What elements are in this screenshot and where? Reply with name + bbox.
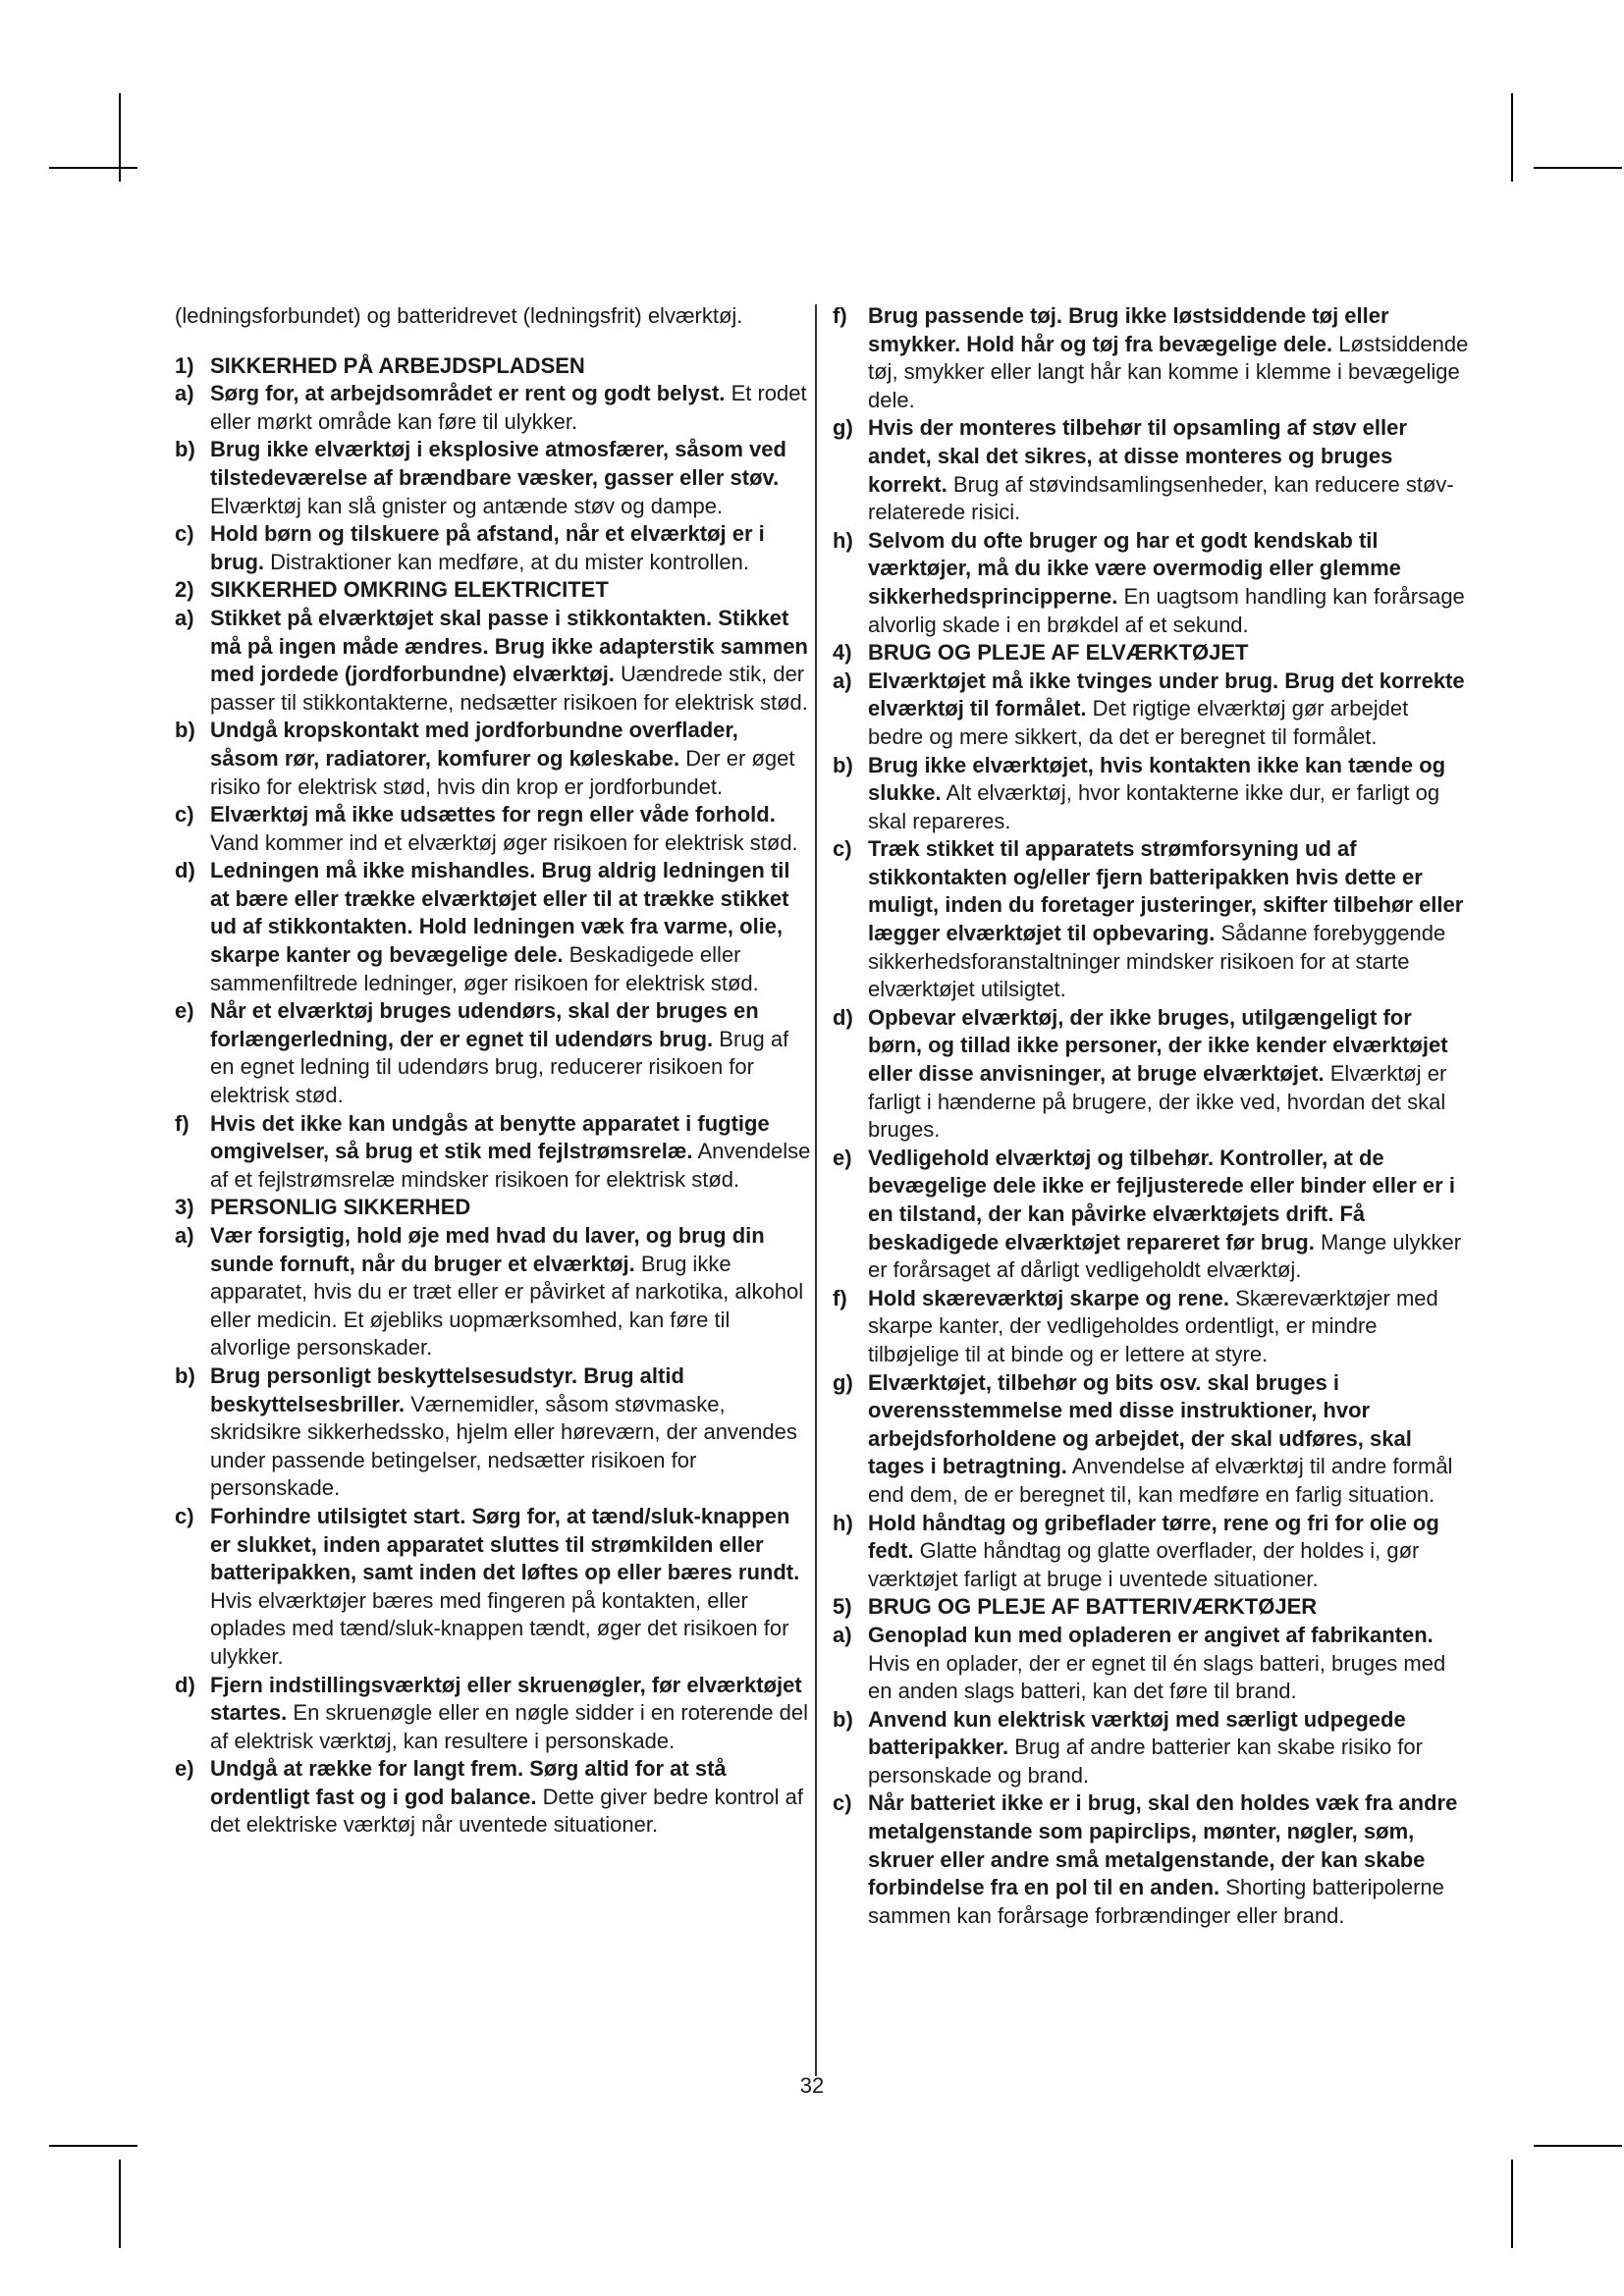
crop-mark [49, 2145, 137, 2147]
item-label: c) [175, 521, 194, 547]
item-body-text: Sådanne forebyggende sikkerhedsforanstaltninger mindsker risikoen for at starte elværktøjet utilsigtet. [868, 921, 1446, 1002]
item-label: d) [833, 1004, 853, 1030]
list-item [833, 527, 1469, 639]
item-body-text: Brug af andre batterier kan skabe risiko for personskade og brand. [868, 1735, 1423, 1788]
item-body-text: Beskadigede eller sammenfiltrede ledninger, øger risikoen for elektrisk stød. [210, 942, 759, 995]
item-body-text: Brug af en egnet ledning til udendørs brug, reducerer risikoen for elektrisk stød. [210, 1026, 789, 1108]
item-bold-text: Opbevar elværktøj, der ikke bruges, utilgængeligt for børn, og tillad ikke personer, der ikke kender elværktøjet eller disse anvisninger, at bruge elværktøjet. [868, 1004, 1448, 1087]
list-item [833, 302, 1469, 414]
item-text [868, 835, 1469, 1004]
item-label: d) [175, 1672, 195, 1697]
list-item [175, 717, 811, 801]
section-number: 1) [175, 352, 194, 378]
column-divider [815, 304, 817, 2076]
section-heading [833, 639, 1469, 667]
item-bold-text: Fjern indstillingsværktøj eller skruenøgler, før elværktøjet startes. [210, 1672, 802, 1726]
item-bold-text: Genoplad kun med opladeren er angivet af fabrikanten. [868, 1622, 1434, 1647]
item-bold-text: Stikket på elværktøjet skal passe i stikkontakten. Stikket må på ingen måde ændres. Brug ikke adapterstik sammen med jordede (jordforbundne) elværktøj. [210, 605, 808, 687]
list-item [175, 997, 811, 1109]
item-label: c) [175, 802, 194, 828]
section-title: SIKKERHED PÅ ARBEJDSPLADSEN [210, 352, 585, 378]
list-item [833, 414, 1469, 526]
list-item [833, 752, 1469, 836]
item-body-text: En uagtsom handling kan forårsage alvorlig skade i en brøkdel af et sekund. [868, 583, 1465, 637]
item-body-text: Vand kommer ind et elværktøj øger risikoen for elektrisk stød. [210, 829, 798, 855]
item-label: b) [175, 437, 195, 462]
item-body-text: Et rodet eller mørkt område kan føre til ulykker. [210, 381, 807, 434]
item-label: h) [833, 527, 853, 553]
item-bold-text: Brug personligt beskyttelsesudstyr. Brug altid beskyttelsesbriller. [210, 1362, 684, 1416]
item-label: a) [175, 1223, 194, 1248]
item-body-text: Hvis elværktøjer bæres med fingeren på kontakten, eller oplades med tænd/sluk-knappen tændt, øger det risikoen for ulykker. [210, 1587, 789, 1669]
item-body-text: Anvendelse af et fejlstrømsrelæ mindsker risikoen for elektrisk stød. [210, 1139, 811, 1192]
item-text [210, 1672, 811, 1756]
section-number: 4) [833, 640, 852, 666]
item-body-text: Elværktøj er farligt i hænderne på brugere, der ikke ved, hvordan det skal bruges. [868, 1061, 1447, 1143]
item-text [210, 857, 811, 997]
item-bold-text: Forhindre utilsigtet start. Sørg for, at tænd/sluk-knappen er slukket, inden apparatet sluttes til strømkilden eller batteripakken, samt inden det løftes op eller bæres rundt. [210, 1503, 800, 1585]
item-body-text: Værnemidler, såsom støvmaske, skridsikre sikkerhedssko, hjelm eller høreværn, der anvendes under passende betingelser, nedsætter risikoen for personskade. [210, 1391, 797, 1501]
item-bold-text: Når batteriet ikke er i brug, skal den holdes væk fra andre metalgenstande som papirclips, mønter, nøgler, søm, skruer eller andre små metalgenstande, der kan skabe forbindelse fra en pol til en anden. [868, 1790, 1458, 1900]
item-bold-text: Brug ikke elværktøj i eksplosive atmosfærer, såsom ved tilstedeværelse af brændbare væsker, gasser eller støv. [210, 437, 786, 490]
item-body-text: Distraktioner kan medføre, at du mister kontrollen. [270, 549, 749, 574]
item-bold-text: Elværktøj må ikke udsættes for regn eller våde forhold. [210, 802, 776, 828]
page-number: 32 [799, 2073, 825, 2098]
item-body-text: Der er øget risiko for elektrisk stød, hvis din krop er jordforbundet. [210, 745, 795, 799]
list-item [833, 667, 1469, 752]
list-item [175, 605, 811, 717]
item-bold-text: Hold skæreværktøj skarpe og rene. [868, 1285, 1230, 1310]
list-item [833, 1510, 1469, 1594]
item-label: e) [175, 1756, 194, 1782]
section-number: 2) [175, 577, 194, 603]
list-item [175, 1362, 811, 1503]
item-label: e) [175, 998, 194, 1024]
item-bold-text: Brug passende tøj. Brug ikke løstsiddende tøj eller smykker. Hold hår og tøj fra bevægelige dele. [868, 303, 1389, 356]
item-body-text: Brug ikke apparatet, hvis du er træt eller er påvirket af narkotika, alkohol eller medicin. Et øjebliks uopmærksomhed, kan føre til alvorlige personskader. [210, 1251, 804, 1361]
list-item [175, 1110, 811, 1195]
item-body-text: Hvis en oplader, der er egnet til én slags batteri, bruges med en anden slags batteri, kan det føre til brand. [868, 1650, 1446, 1704]
item-body-text: Alt elværktøj, hvor kontakterne ikke dur, er farligt og skal repareres. [868, 780, 1440, 833]
left-column [175, 302, 811, 1840]
crop-mark [1534, 2145, 1622, 2147]
item-body-text: Brug af støvindsamlingsenheder, kan reducere støv-relaterede risici. [868, 471, 1454, 525]
item-bold-text: Vær forsigtig, hold øje med hvad du laver, og brug din sunde fornuft, når du bruger et elværktøj. [210, 1223, 765, 1276]
section-heading [175, 352, 811, 381]
item-text [210, 520, 811, 576]
item-bold-text: Anvend kun elektrisk værktøj med særligt udpegede batteripakker. [868, 1706, 1406, 1760]
item-label: f) [175, 1110, 189, 1136]
item-label: e) [833, 1145, 852, 1170]
item-text [210, 1755, 811, 1840]
section-title: BRUG OG PLEJE AF ELVÆRKTØJET [868, 640, 1249, 666]
item-text [210, 605, 811, 717]
item-bold-text: Ledningen må ikke mishandles. Brug aldrig ledningen til at bære eller trække elværktøjet eller til at trække stikket ud af stikkontakten. Hold ledningen væk fra varme, olie, skarpe kanter og bevægelige dele. [210, 858, 790, 968]
item-label: f) [833, 303, 847, 328]
item-text [868, 1004, 1469, 1145]
item-body-text: Uændrede stik, der passer til stikkontakterne, nedsætter risikoen for elektrisk stød. [210, 662, 808, 715]
item-text [868, 1145, 1469, 1285]
list-item [175, 1672, 811, 1756]
item-label: b) [175, 718, 195, 743]
list-item [833, 1369, 1469, 1510]
crop-mark [1511, 93, 1513, 182]
item-label: b) [833, 752, 853, 777]
item-text [868, 667, 1469, 752]
right-column-content [833, 302, 1469, 1930]
item-label: b) [175, 1362, 195, 1388]
item-bold-text: Træk stikket til apparatets strømforsyning ud af stikkontakten og/eller fjern batteripakken hvis dette er muligt, inden du foretager justeringer, skifter tilbehør eller lægger elværktøjet til opbevaring. [868, 836, 1464, 946]
item-body-text: Løstsiddende tøj, smykker eller langt hår kan komme i klemme i bevægelige dele. [868, 331, 1469, 412]
item-body-text: Shorting batteripolerne sammen kan forårsage forbrændinger eller brand. [868, 1875, 1444, 1928]
crop-mark [1511, 2160, 1513, 2248]
list-item [175, 1222, 811, 1362]
list-item [833, 1145, 1469, 1285]
item-label: c) [833, 1790, 852, 1816]
item-text [210, 1110, 811, 1195]
list-item [175, 801, 811, 857]
item-text [868, 752, 1469, 836]
item-body-text: Det rigtige elværktøj gør arbejdet bedre og mere sikkert, da det er beregnet til formålet. [868, 696, 1409, 749]
item-label: a) [175, 381, 194, 406]
list-item [833, 1706, 1469, 1790]
item-text [210, 801, 811, 857]
item-text [210, 1222, 811, 1362]
list-item [175, 1503, 811, 1672]
item-body-text: Mange ulykker er forårsaget af dårligt vedligeholdt elværktøj. [868, 1229, 1462, 1283]
list-item [175, 520, 811, 576]
item-bold-text: Når et elværktøj bruges udendørs, skal der bruges en forlængerledning, der er egnet til udendørs brug. [210, 998, 759, 1051]
crop-mark [1534, 167, 1622, 169]
item-label: d) [175, 858, 195, 883]
list-item [833, 835, 1469, 1004]
item-bold-text: Undgå at række for langt frem. Sørg altid for at stå ordentligt fast og i god balance. [210, 1756, 727, 1809]
list-item [175, 436, 811, 520]
item-label: a) [833, 1622, 852, 1647]
item-body-text: Anvendelse af elværktøj til andre formål end dem, de er beregnet til, kan medføre en farlig situation. [868, 1454, 1453, 1507]
section-heading [175, 576, 811, 605]
item-bold-text: Vedligehold elværktøj og tilbehør. Kontroller, at de bevægelige dele ikke er fejljusterede eller binder eller er i en tilstand, der kan påvirke elværktøjets drift. Få beskadigede elværktøjet repareret før brug. [868, 1145, 1455, 1255]
list-item [833, 1285, 1469, 1369]
list-item [175, 857, 811, 997]
item-label: b) [833, 1706, 853, 1732]
item-label: g) [833, 415, 853, 441]
item-label: a) [833, 667, 852, 693]
crop-mark [49, 167, 137, 169]
item-body-text: Elværktøj kan slå gnister og antænde støv og dampe. [210, 493, 724, 518]
crop-mark [119, 2160, 121, 2248]
item-body-text: Skæreværktøjer med skarpe kanter, der vedligeholdes ordentligt, er mindre tilbøjelige til at binde og er lettere at styre. [868, 1285, 1438, 1366]
item-bold-text: Hold håndtag og gribeflader tørre, rene og fri for olie og fedt. [868, 1510, 1439, 1564]
item-bold-text: Undgå kropskontakt med jordforbundne overflader, såsom rør, radiatorer, komfurer og køleskabe. [210, 718, 738, 771]
item-label: c) [833, 836, 852, 862]
item-text [210, 1362, 811, 1503]
item-bold-text: Selvom du ofte bruger og har et godt kendskab til værktøjer, må du ikke være overmodig eller glemme sikkerhedsprincipperne. [868, 527, 1401, 609]
item-text [210, 380, 811, 436]
section-title: SIKKERHED OMKRING ELEKTRICITET [210, 577, 609, 603]
item-label: a) [175, 605, 194, 630]
left-column-content [175, 352, 811, 1840]
list-item [175, 380, 811, 436]
section-heading [175, 1194, 811, 1222]
list-item [175, 1755, 811, 1840]
item-body-text: En skruenøgle eller en nøgle sidder i en roterende del af elektrisk værktøj, kan resultere i personskade. [210, 1700, 809, 1753]
item-text [210, 717, 811, 801]
item-text [868, 527, 1469, 639]
item-label: c) [175, 1503, 194, 1528]
item-text [210, 997, 811, 1109]
list-item [833, 1789, 1469, 1930]
list-item [833, 1004, 1469, 1145]
right-column [833, 302, 1469, 1930]
item-bold-text: Elværktøjet må ikke tvinges under brug. Brug det korrekte elværktøj til formålet. [868, 667, 1465, 721]
item-text [868, 1510, 1469, 1594]
item-label: h) [833, 1510, 853, 1535]
item-text [210, 436, 811, 520]
item-body-text: Glatte håndtag og glatte overflader, der holdes i, gør værktøjet farligt at bruge i uventede situationer. [868, 1538, 1420, 1591]
list-item [833, 1622, 1469, 1706]
item-bold-text: Hvis det ikke kan undgås at benytte apparatet i fugtige omgivelser, så brug et stik med fejlstrømsrelæ. [210, 1110, 770, 1164]
section-title: PERSONLIG SIKKERHED [210, 1195, 471, 1220]
section-heading [833, 1593, 1469, 1622]
item-text [868, 1285, 1469, 1369]
item-label: g) [833, 1369, 853, 1395]
section-number: 5) [833, 1594, 852, 1620]
item-text [868, 1789, 1469, 1930]
item-text [210, 1503, 811, 1672]
item-bold-text: Elværktøjet, tilbehør og bits osv. skal bruges i overensstemmelse med disse instruktioner, hvor arbejdsforholdene og arbejdet, der skal udføres, skal tages i betragtning. [868, 1369, 1412, 1479]
section-number: 3) [175, 1195, 194, 1220]
section-title: BRUG OG PLEJE AF BATTERIVÆRKTØJER [868, 1594, 1318, 1620]
item-bold-text: Hvis der monteres tilbehør til opsamling af støv eller andet, skal det sikres, at disse monteres og bruges korrekt. [868, 415, 1407, 497]
intro-text: (ledningsforbundet) og batteridrevet (ledningsfrit) elværktøj. [175, 303, 743, 328]
item-text [868, 1622, 1469, 1706]
item-body-text: Dette giver bedre kontrol af det elektriske værktøj når uventede situationer. [210, 1784, 803, 1838]
item-text [868, 1706, 1469, 1790]
item-bold-text: Sørg for, at arbejdsområdet er rent og godt belyst. [210, 381, 726, 406]
item-label: f) [833, 1285, 847, 1310]
item-text [868, 414, 1469, 526]
item-text [868, 1369, 1469, 1510]
item-bold-text: Brug ikke elværktøjet, hvis kontakten ikke kan tænde og slukke. [868, 752, 1446, 806]
item-bold-text: Hold børn og tilskuere på afstand, når et elværktøj er i brug. [210, 521, 765, 574]
item-text [868, 302, 1469, 414]
